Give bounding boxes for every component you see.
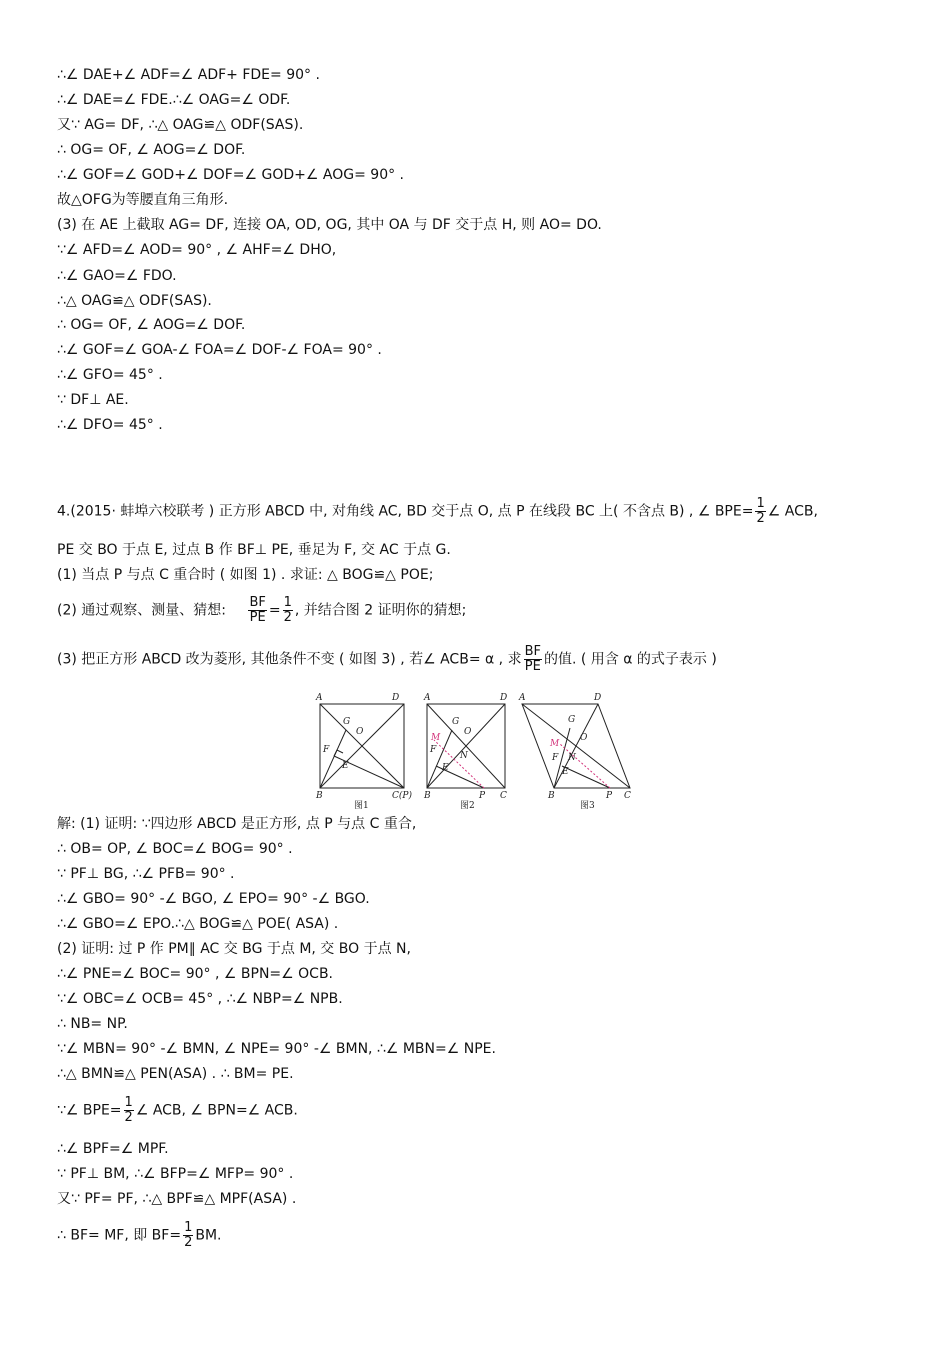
- solution-line: ∵ PF⊥ BM, ∴∠ BFP=∠ MFP= 90° .: [57, 1166, 294, 1182]
- point-label: N: [460, 751, 468, 761]
- solution-line: ∴∠ BPF=∠ MPF.: [57, 1141, 169, 1157]
- text-line: ∴∠ GOF=∠ GOA-∠ FOA=∠ DOF-∠ FOA= 90° .: [57, 342, 382, 358]
- fraction-denominator: 2: [184, 1235, 193, 1250]
- figure-3: [522, 704, 630, 788]
- solution-text: ∵∠ BPE=: [57, 1102, 122, 1119]
- text-line: ∵ DF⊥ AE.: [57, 392, 129, 408]
- problem-text: (2) 通过观察、测量、猜想:: [57, 602, 226, 619]
- geometry-figures: [312, 688, 638, 810]
- point-label: C: [500, 791, 507, 801]
- text-line: ∴ OG= OF, ∠ AOG=∠ DOF.: [57, 142, 246, 158]
- text-line: ∴△ OAG≌△ ODF(SAS).: [57, 293, 212, 309]
- problem-statement-line: [57, 596, 466, 625]
- point-label: G: [568, 715, 576, 725]
- figure-caption: 图3: [580, 801, 595, 810]
- point-label: N: [568, 753, 576, 763]
- point-label: C: [624, 791, 631, 801]
- solution-line: ∴△ BMN≌△ PEN(ASA) . ∴ BM= PE.: [57, 1066, 294, 1082]
- text-line: ∴∠ GFO= 45° .: [57, 367, 163, 383]
- text-line: ∴∠ DAE=∠ FDE.∴∠ OAG=∠ ODF.: [57, 92, 291, 108]
- diagonal-bd: [554, 704, 598, 788]
- fraction-numerator: BF: [524, 644, 541, 659]
- point-label: M: [431, 733, 441, 743]
- problem-statement-line: PE 交 BO 于点 E, 过点 B 作 BF⊥ PE, 垂足为 F, 交 AC 于点 G.: [57, 542, 451, 558]
- solution-line: ∵ PF⊥ BG, ∴∠ PFB= 90° .: [57, 866, 235, 882]
- fraction-half: [124, 1096, 134, 1125]
- point-label: C(P): [392, 791, 412, 801]
- solution-line: [57, 1096, 298, 1125]
- solution-line: ∴ OB= OP, ∠ BOC=∠ BOG= 90° .: [57, 841, 293, 857]
- fraction-denominator: 2: [283, 610, 292, 625]
- fraction-denominator: PE: [249, 610, 266, 625]
- fraction-numerator: 1: [283, 595, 292, 610]
- solution-line: (2) 证明: 过 P 作 PM∥ AC 交 BG 于点 M, 交 BO 于点 N,: [57, 941, 411, 957]
- point-label: P: [479, 791, 486, 801]
- fraction-numerator: 1: [124, 1095, 133, 1110]
- problem-text: 的值. ( 用含 α 的式子表示 ): [543, 651, 717, 668]
- point-label: O: [464, 727, 472, 737]
- point-label: E: [342, 761, 349, 771]
- problem-statement-line: (1) 当点 P 与点 C 重合时 ( 如图 1) . 求证: △ BOG≌△ POE;: [57, 567, 434, 583]
- point-label: E: [562, 767, 569, 777]
- text-line: 又∵ AG= DF, ∴△ OAG≌△ ODF(SAS).: [57, 117, 304, 133]
- point-label: D: [392, 693, 400, 703]
- solution-line: ∴ NB= NP.: [57, 1016, 128, 1032]
- point-label: M: [550, 739, 560, 749]
- fraction-denominator: 2: [756, 511, 765, 526]
- solution-text: ∴ BF= MF, 即 BF=: [57, 1227, 182, 1244]
- point-label: B: [548, 791, 555, 801]
- figures-svg: [312, 688, 638, 810]
- solution-line: [57, 1221, 222, 1250]
- text-line: ∴ OG= OF, ∠ AOG=∠ DOF.: [57, 317, 246, 333]
- problem-text: 4.(2015· 蚌埠六校联考 ) 正方形 ABCD 中, 对角线 AC, BD 交于点 O, 点 P 在线段 BC 上( 不含点 B) , ∠ BPE=: [57, 503, 754, 520]
- point-label: O: [580, 733, 588, 743]
- point-label: B: [316, 791, 323, 801]
- text-line: ∴∠ GAO=∠ FDO.: [57, 268, 177, 284]
- problem-statement-line: [57, 645, 717, 674]
- solution-line: 又∵ PF= PF, ∴△ BPF≌△ MPF(ASA) .: [57, 1191, 297, 1207]
- text-line: ∴∠ DAE+∠ ADF=∠ ADF+ FDE= 90° .: [57, 67, 320, 83]
- fraction-bf-pe: [248, 596, 266, 625]
- text-line: (3) 在 AE 上截取 AG= DF, 连接 OA, OD, OG, 其中 OA 与 DF 交于点 H, 则 AO= DO.: [57, 217, 602, 233]
- point-label: G: [452, 717, 460, 727]
- problem-statement-line: [57, 497, 818, 526]
- segment-pe: [562, 766, 610, 788]
- point-label: D: [500, 693, 508, 703]
- solution-line: ∵∠ OBC=∠ OCB= 45° , ∴∠ NBP=∠ NPB.: [57, 991, 343, 1007]
- text-line: ∴∠ DFO= 45° .: [57, 417, 163, 433]
- figure-1: [320, 704, 404, 788]
- fraction-numerator: BF: [249, 595, 266, 610]
- point-label: E: [442, 763, 449, 773]
- text-line: ∴∠ GOF=∠ GOD+∠ DOF=∠ GOD+∠ AOG= 90° .: [57, 167, 404, 183]
- point-label: D: [594, 693, 602, 703]
- point-label: A: [316, 693, 323, 703]
- fraction-denominator: 2: [124, 1110, 133, 1125]
- solution-text: ∠ ACB, ∠ BPN=∠ ACB.: [135, 1102, 298, 1119]
- problem-text: , 并结合图 2 证明你的猜想;: [294, 602, 467, 619]
- problem-text: (3) 把正方形 ABCD 改为菱形, 其他条件不变 ( 如图 3) , 若∠ ACB= α , 求: [57, 651, 522, 668]
- figure-caption: 图2: [460, 801, 475, 810]
- point-label: P: [606, 791, 613, 801]
- point-label: A: [424, 693, 431, 703]
- text-line: ∵∠ AFD=∠ AOD= 90° , ∠ AHF=∠ DHO,: [57, 242, 337, 258]
- segment-bg: [320, 730, 346, 788]
- fraction-denominator: PE: [524, 659, 541, 674]
- solution-line: ∴∠ GBO=∠ EPO.∴△ BOG≌△ POE( ASA) .: [57, 916, 339, 932]
- point-label: A: [519, 693, 526, 703]
- equals-sign: =: [268, 602, 281, 619]
- fraction-bf-pe: [524, 645, 542, 674]
- right-angle-mark: [334, 750, 343, 756]
- solution-text: BM.: [195, 1227, 222, 1244]
- point-label: O: [356, 727, 364, 737]
- solution-line: 解: (1) 证明: ∵四边形 ABCD 是正方形, 点 P 与点 C 重合,: [57, 816, 417, 832]
- solution-line: ∴∠ GBO= 90° -∠ BGO, ∠ EPO= 90° -∠ BGO.: [57, 891, 370, 907]
- fraction-numerator: 1: [184, 1220, 193, 1235]
- point-label: F: [552, 753, 559, 763]
- point-label: F: [430, 745, 437, 755]
- fraction-numerator: 1: [756, 496, 765, 511]
- solution-line: ∵∠ MBN= 90° -∠ BMN, ∠ NPE= 90° -∠ BMN, ∴∠ MBN=∠ NPE.: [57, 1041, 496, 1057]
- solution-line: ∴∠ PNE=∠ BOC= 90° , ∠ BPN=∠ OCB.: [57, 966, 334, 982]
- problem-text: ∠ ACB,: [767, 503, 818, 520]
- point-label: F: [323, 745, 330, 755]
- text-line: 故△OFG为等腰直角三角形.: [57, 192, 229, 208]
- figure-2: [427, 704, 505, 788]
- fraction-half: [755, 497, 765, 526]
- point-label: G: [343, 717, 351, 727]
- point-label: B: [424, 791, 431, 801]
- fraction-half: [283, 596, 293, 625]
- figure-caption: 图1: [354, 801, 369, 810]
- fraction-half: [183, 1221, 193, 1250]
